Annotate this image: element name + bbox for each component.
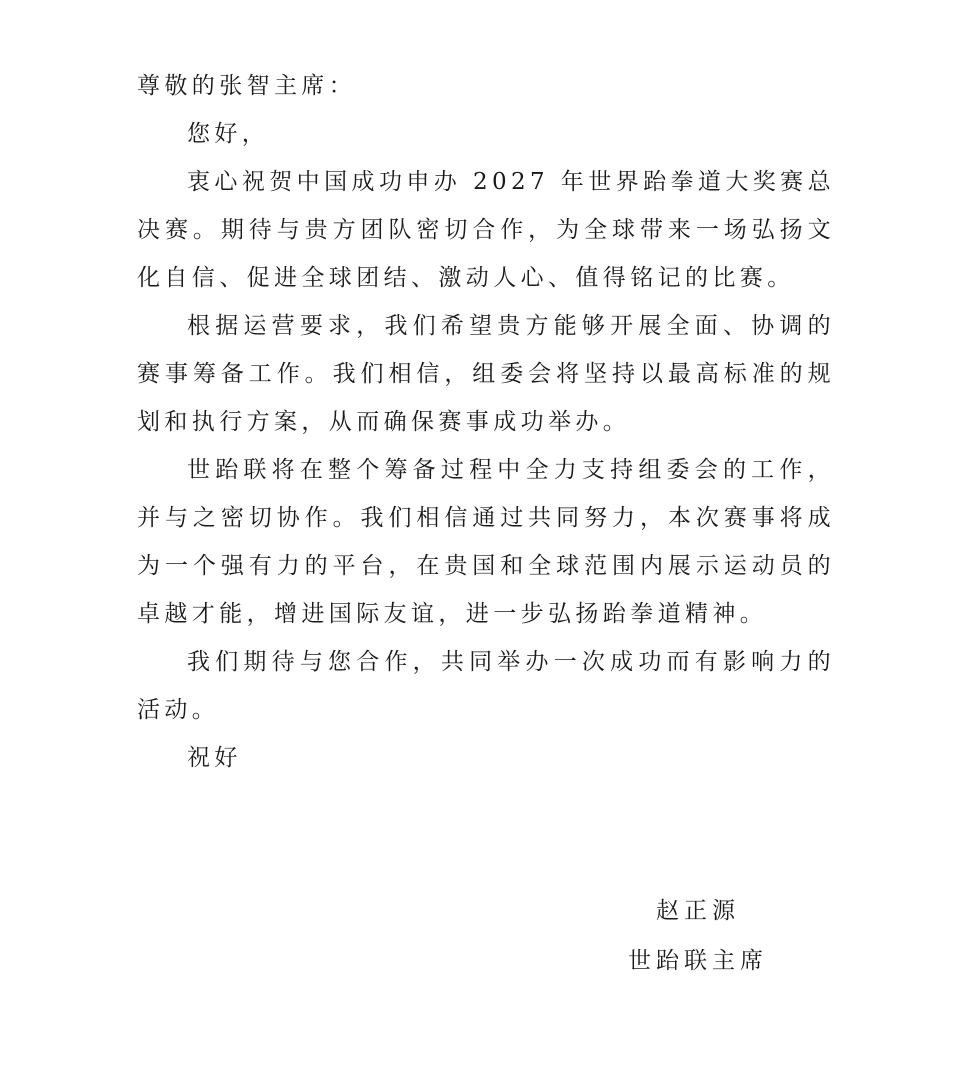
paragraph-preparation: 根据运营要求，我们希望贵方能够开展全面、协调的赛事筹备工作。我们相信，组委会将坚持以最高标准的规划和执行方案，从而确保赛事成功举办。: [137, 313, 835, 435]
greeting: 您好，: [187, 121, 270, 147]
signature-title: 世跆联主席: [628, 948, 768, 974]
paragraph-cooperation: 我们期待与您合作，共同举办一次成功而有影响力的活动。: [137, 649, 835, 723]
letter-body: [137, 62, 835, 782]
salutation: 尊敬的张智主席：: [137, 73, 357, 99]
closing: 祝好: [187, 745, 242, 771]
paragraph-support: 世跆联将在整个筹备过程中全力支持组委会的工作，并与之密切协作。我们相信通过共同努力，本次赛事将成为一个强有力的平台，在贵国和全球范围内展示运动员的卓越才能，增进国际友谊，进一步弘扬跆拳道精神。: [137, 457, 835, 627]
signature-name: 赵正源: [656, 898, 740, 924]
signature-block: [560, 886, 820, 986]
paragraph-congratulations: 衷心祝贺中国成功申办 2027 年世界跆拳道大奖赛总决赛。期待与贵方团队密切合作，为全球带来一场弘扬文化自信、促进全球团结、激动人心、值得铭记的比赛。: [137, 169, 835, 291]
